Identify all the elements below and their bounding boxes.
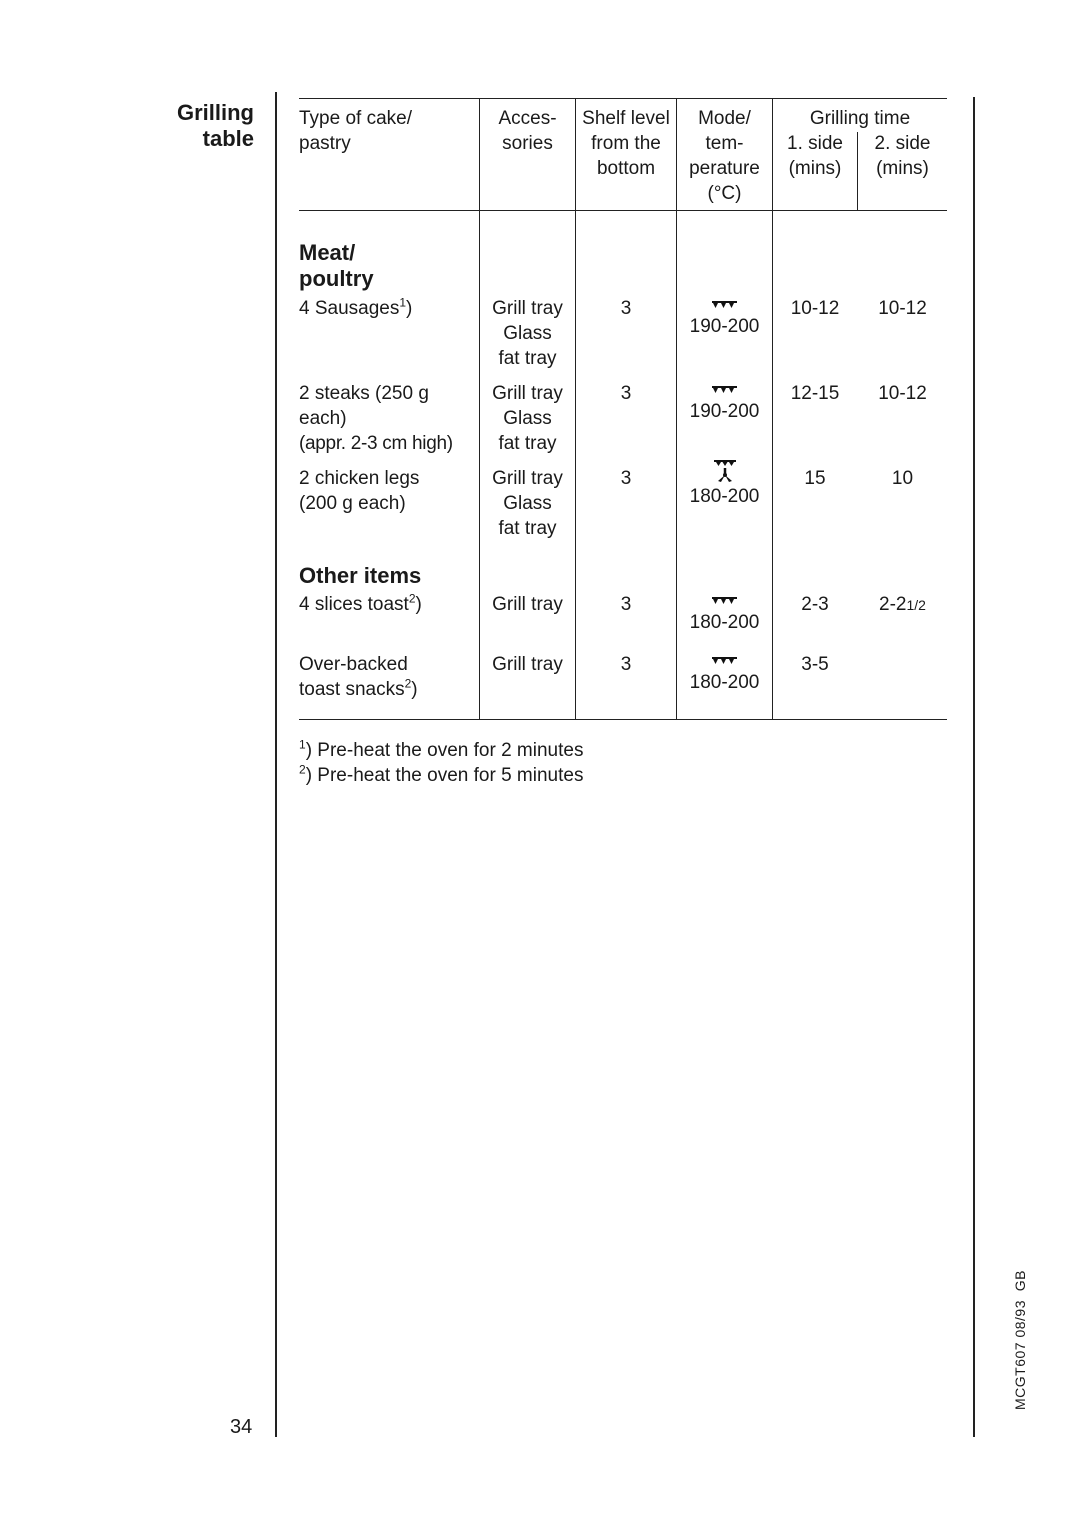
side-heading-line-2: table bbox=[202, 126, 254, 151]
row-toast-snacks-type: Over-backed toast snacks$^2$) bbox=[299, 654, 418, 700]
section-title-other-items: Other items bbox=[299, 563, 422, 588]
row-toast-side-1: 2-3 bbox=[801, 594, 829, 615]
row-toast-snacks-side-1: 3-5 bbox=[801, 654, 829, 675]
table-bottom-rule bbox=[299, 719, 947, 720]
side-heading-line-1: Grilling bbox=[177, 100, 254, 125]
row-toast-snacks-mode: 180-200 bbox=[677, 652, 772, 695]
row-steaks-shelf: 3 bbox=[620, 383, 632, 404]
column-rule-2 bbox=[575, 98, 576, 720]
header-bottom-rule bbox=[299, 210, 947, 211]
section-title-meat-poultry: Meat/ poultry bbox=[299, 240, 374, 291]
row-steaks-side-2: 10-12 bbox=[878, 383, 927, 404]
header-grilling-time: Grilling time bbox=[809, 108, 911, 129]
header-shelf-level: Shelf level from the bottom bbox=[582, 108, 670, 179]
row-steaks-accessories: Grill tray Glass fat tray bbox=[492, 383, 563, 454]
row-toast-type: 4 slices toast$^2$) bbox=[299, 591, 422, 615]
full-grill-icon bbox=[710, 592, 740, 610]
row-steaks-mode: 190-200 bbox=[677, 381, 772, 424]
table-top-rule bbox=[299, 98, 947, 99]
row-sausages-accessories: Grill tray Glass fat tray bbox=[492, 298, 563, 369]
row-steaks-side-1: 12-15 bbox=[790, 383, 840, 404]
footnotes bbox=[299, 738, 583, 788]
grilling-table bbox=[299, 98, 947, 720]
row-sausages-side-1: 10-12 bbox=[790, 298, 840, 319]
row-toast-side-2: 2-21/2 bbox=[879, 594, 926, 615]
header-mode-temperature: Mode/ tem- perature (°C) bbox=[689, 108, 760, 204]
row-toast-shelf: 3 bbox=[620, 594, 632, 615]
page-number: 34 bbox=[230, 1416, 253, 1438]
footnote-1: $^1$) Pre-heat the oven for 2 minutes bbox=[299, 737, 584, 761]
row-sausages-side-2: 10-12 bbox=[878, 298, 927, 319]
row-toast-mode: 180-200 bbox=[677, 592, 772, 635]
left-margin-rule bbox=[275, 92, 277, 1437]
header-side-2: 2. side (mins) bbox=[874, 133, 931, 179]
row-chicken-legs-shelf: 3 bbox=[620, 468, 632, 489]
row-chicken-legs-side-1: 15 bbox=[804, 468, 826, 489]
header-accessories: Acces- sories bbox=[498, 108, 557, 154]
fan-grill-icon bbox=[710, 458, 740, 484]
row-sausages-type: 4 Sausages$^1$) bbox=[299, 295, 413, 319]
full-grill-icon bbox=[710, 381, 740, 399]
header-side-1: 1. side (mins) bbox=[787, 133, 843, 179]
row-steaks-type: 2 steaks (250 g each) (appr. 2-3 cm high) bbox=[299, 383, 453, 454]
row-chicken-legs-mode: 180-200 bbox=[677, 458, 772, 509]
full-grill-icon bbox=[710, 652, 740, 670]
header-type: Type of cake/ pastry bbox=[299, 108, 413, 154]
row-sausages-mode: 190-200 bbox=[677, 296, 772, 339]
row-toast-snacks-shelf: 3 bbox=[620, 654, 632, 675]
footnote-2: $^2$) Pre-heat the oven for 5 minutes bbox=[299, 762, 584, 786]
document-code: MCGT607 08/93 GB bbox=[1012, 1269, 1028, 1410]
row-chicken-legs-side-2: 10 bbox=[891, 468, 914, 489]
side-heading bbox=[140, 100, 254, 152]
row-chicken-legs-accessories: Grill tray Glass fat tray bbox=[492, 468, 563, 539]
right-margin-rule bbox=[973, 97, 975, 1437]
column-rule-4 bbox=[772, 98, 773, 720]
row-toast-accessories: Grill tray bbox=[492, 594, 563, 615]
row-toast-snacks-accessories: Grill tray bbox=[492, 654, 563, 675]
full-grill-icon bbox=[710, 296, 740, 314]
row-chicken-legs-type: 2 chicken legs (200 g each) bbox=[299, 468, 420, 514]
row-sausages-shelf: 3 bbox=[620, 298, 632, 319]
